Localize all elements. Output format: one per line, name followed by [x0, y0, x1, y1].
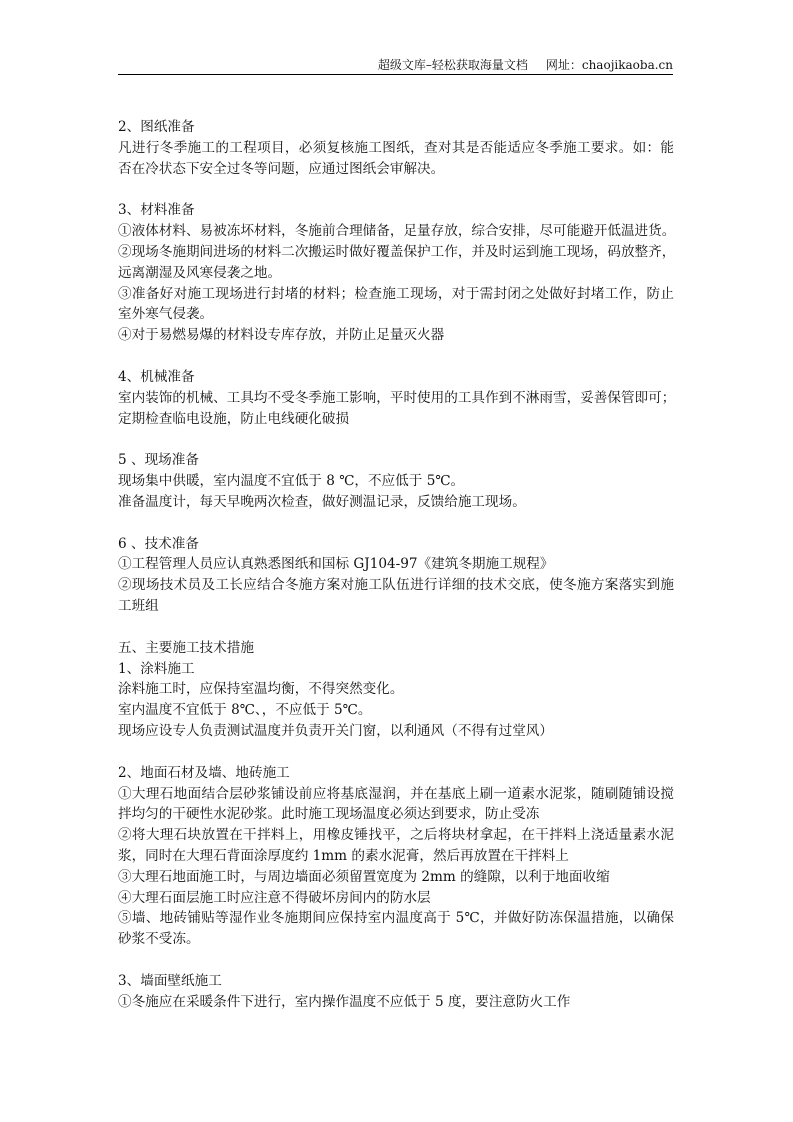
text-line: 浆，同时在大理石背面涂厚度约 1mm 的素水泥膏，然后再放置在干拌料上 — [118, 847, 569, 864]
text-line: 室内温度不宜低于 8℃、，不应低于 5℃。 — [118, 702, 372, 719]
header-url: 网址：chaojikaoba.cn — [545, 58, 673, 72]
text-line: ①工程管理人员应认真熟悉图纸和国标 GJ104-97《建筑冬期施工规程》 — [118, 556, 554, 573]
text-line: ③准备好对施工现场进行封堵的材料；检查施工现场，对于需封闭之处做好封堵工作，防止 — [118, 285, 674, 302]
text-line: 准备温度计，每天早晚两次检查，做好测温记录，反馈给施工现场。 — [118, 493, 526, 510]
text-line: ①大理石地面结合层砂浆铺设前应将基底湿润，并在基底上刷一道素水泥浆，随刷随铺设搅 — [118, 785, 674, 802]
text-line: 1、涂料施工 — [118, 660, 195, 677]
text-line: 否在冷状态下安全过冬等问题，应通过图纸会审解决。 — [118, 160, 445, 177]
blank-line — [118, 617, 674, 638]
text-line: 现场应设专人负责测试温度并负责开关门窗，以利通风（不得有过堂风） — [118, 723, 553, 740]
text-line: ②现场冬施期间进场的材料二次搬运时做好覆盖保护工作，并及时运到施工现场，码放整齐， — [118, 243, 676, 260]
text-line: 凡进行冬季施工的工程项目，必须复核施工图纸，查对其是否能适应冬季施工要求。如：能 — [118, 139, 674, 156]
text-line: ③大理石地面施工时，与周边墙面必须留置宽度为 2mm 的缝隙，以利于地面收缩 — [118, 868, 610, 885]
document-body — [118, 117, 674, 1013]
text-line: ④大理石面层施工时应注意不得破坏房间内的防水层 — [118, 889, 431, 906]
blank-line — [118, 950, 674, 971]
blank-line — [118, 742, 674, 763]
text-line: 现场集中供暖，室内温度不宜低于 8 ℃，不应低于 5℃。 — [118, 473, 465, 490]
header-site-name: 超级文库–轻松获取海量文档 — [377, 58, 528, 72]
text-line: ④对于易燃易爆的材料设专库存放，并防止足量灭火器 — [118, 327, 445, 344]
text-line: 4、机械准备 — [118, 368, 195, 385]
text-line: 远离潮湿及风寒侵袭之地。 — [118, 264, 282, 281]
text-line: ②将大理石块放置在干拌料上，用橡皮锤找平，之后将块材拿起，在干拌料上浇适量素水泥 — [118, 827, 674, 844]
text-line: 砂浆不受冻。 — [118, 931, 200, 948]
text-line: 3、材料准备 — [118, 202, 195, 219]
text-line: ①液体材料、易被冻坏材料，冬施前合理储备，足量存放，综合安排，尽可能避开低温进货。 — [118, 223, 676, 240]
text-line: 5 、现场准备 — [118, 452, 199, 469]
text-line: 3、墙面壁纸施工 — [118, 972, 222, 989]
text-line: 拌均匀的干硬性水泥砂浆。此时施工现场温度必须达到要求，防止受冻 — [118, 806, 540, 823]
text-line: ①冬施应在采暖条件下进行，室内操作温度不应低于 5 度，要注意防火工作 — [118, 993, 571, 1010]
text-line: ②现场技术员及工长应结合冬施方案对施工队伍进行详细的技术交底，使冬施方案落实到施 — [118, 577, 674, 594]
text-line: 室内装饰的机械、工具均不受冬季施工影响，平时使用的工具作到不淋雨雪，妥善保管即可； — [118, 389, 676, 406]
blank-line — [118, 513, 674, 534]
text-line: 2、地面石材及墙、地砖施工 — [118, 764, 290, 781]
text-line: 五、主要施工技术措施 — [118, 639, 254, 656]
text-line: ⑤墙、地砖铺贴等湿作业冬施期间应保持室内温度高于 5℃，并做好防冻保温措施，以确保 — [118, 910, 674, 927]
page-header — [118, 56, 673, 75]
blank-line — [118, 429, 674, 450]
text-line: 涂料施工时，应保持室温均衡，不得突然变化。 — [118, 681, 404, 698]
text-line: 2、图纸准备 — [118, 119, 195, 135]
text-line: 6 、技术准备 — [118, 535, 199, 552]
blank-line — [118, 346, 674, 367]
text-line: 工班组 — [118, 598, 159, 615]
text-line: 定期检查临电设施，防止电线硬化破损 — [118, 410, 350, 427]
blank-line — [118, 179, 674, 200]
text-line: 室外寒气侵袭。 — [118, 306, 214, 323]
